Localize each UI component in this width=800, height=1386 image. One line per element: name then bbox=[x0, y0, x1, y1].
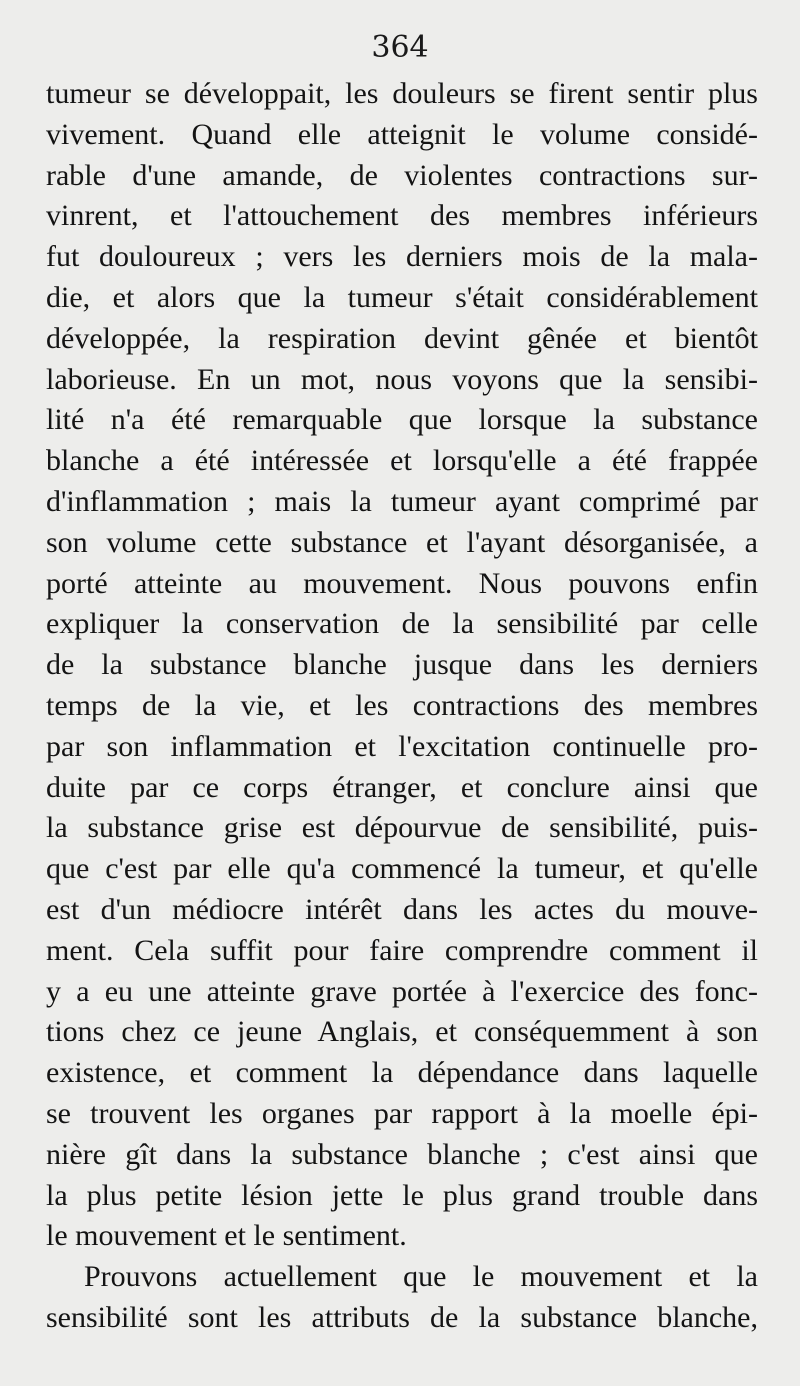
text-line: est d'un médiocre intérêt dans les actes du mouve- bbox=[46, 892, 758, 926]
text-line: d'inflammation ; mais la tumeur ayant comprimé par bbox=[46, 484, 758, 518]
page-number: 364 bbox=[371, 30, 429, 65]
text-line: de la substance blanche jusque dans les derniers bbox=[46, 648, 758, 682]
text-line: tumeur se développait, les douleurs se firent sentir plus bbox=[46, 77, 758, 110]
text-line: expliquer la conservation de la sensibilité par celle bbox=[46, 607, 758, 641]
text-line: existence, et comment la dépendance dans laquelle bbox=[46, 1056, 758, 1090]
text-line: son volume cette substance et l'ayant désorganisée, a bbox=[46, 525, 758, 559]
text-line: duite par ce corps étranger, et conclure ainsi que bbox=[46, 770, 758, 804]
text-line: vinrent, et l'attouchement des membres inférieurs bbox=[46, 199, 758, 233]
paragraph-start-line: Prouvons actuellement que le mouvement et la bbox=[84, 1260, 758, 1294]
paragraph-end-line: le mouvement et le sentiment. bbox=[46, 1219, 407, 1253]
text-line: tions chez ce jeune Anglais, et conséquemment à son bbox=[46, 1015, 758, 1049]
text-line: que c'est par elle qu'a commencé la tumeur, et qu'elle bbox=[46, 852, 758, 886]
text-line: par son inflammation et l'excitation continuelle pro- bbox=[46, 729, 758, 763]
text-line: nière gît dans la substance blanche ; c'est ainsi que bbox=[46, 1137, 758, 1171]
text-line: laborieuse. En un mot, nous voyons que la sensibi- bbox=[46, 362, 758, 396]
text-line: se trouvent les organes par rapport à la moelle épi- bbox=[46, 1096, 758, 1130]
text-line: temps de la vie, et les contractions des membres bbox=[46, 688, 758, 722]
text-line: la plus petite lésion jette le plus grand trouble dans bbox=[46, 1178, 758, 1212]
text-line: lité n'a été remarquable que lorsque la substance bbox=[46, 403, 758, 437]
text-line: rable d'une amande, de violentes contractions sur- bbox=[46, 158, 758, 192]
text-line: fut douloureux ; vers les derniers mois de la mala- bbox=[46, 240, 758, 274]
text-line: la substance grise est dépourvue de sensibilité, puis- bbox=[46, 811, 758, 845]
text-line: die, et alors que la tumeur s'était considérablement bbox=[46, 280, 758, 314]
text-line: sensibilité sont les attributs de la substance blanche, bbox=[46, 1300, 758, 1334]
text-line: y a eu une atteinte grave portée à l'exercice des fonc- bbox=[46, 974, 758, 1008]
text-line: ment. Cela suffit pour faire comprendre comment il bbox=[46, 933, 758, 967]
text-line: développée, la respiration devint gênée et bientôt bbox=[46, 321, 758, 355]
text-line: porté atteinte au mouvement. Nous pouvons enfin bbox=[46, 566, 758, 600]
text-line: blanche a été intéressée et lorsqu'elle a été frappée bbox=[46, 444, 758, 478]
text-line: vivement. Quand elle atteignit le volume considé- bbox=[46, 117, 758, 151]
body-text bbox=[46, 74, 758, 1339]
